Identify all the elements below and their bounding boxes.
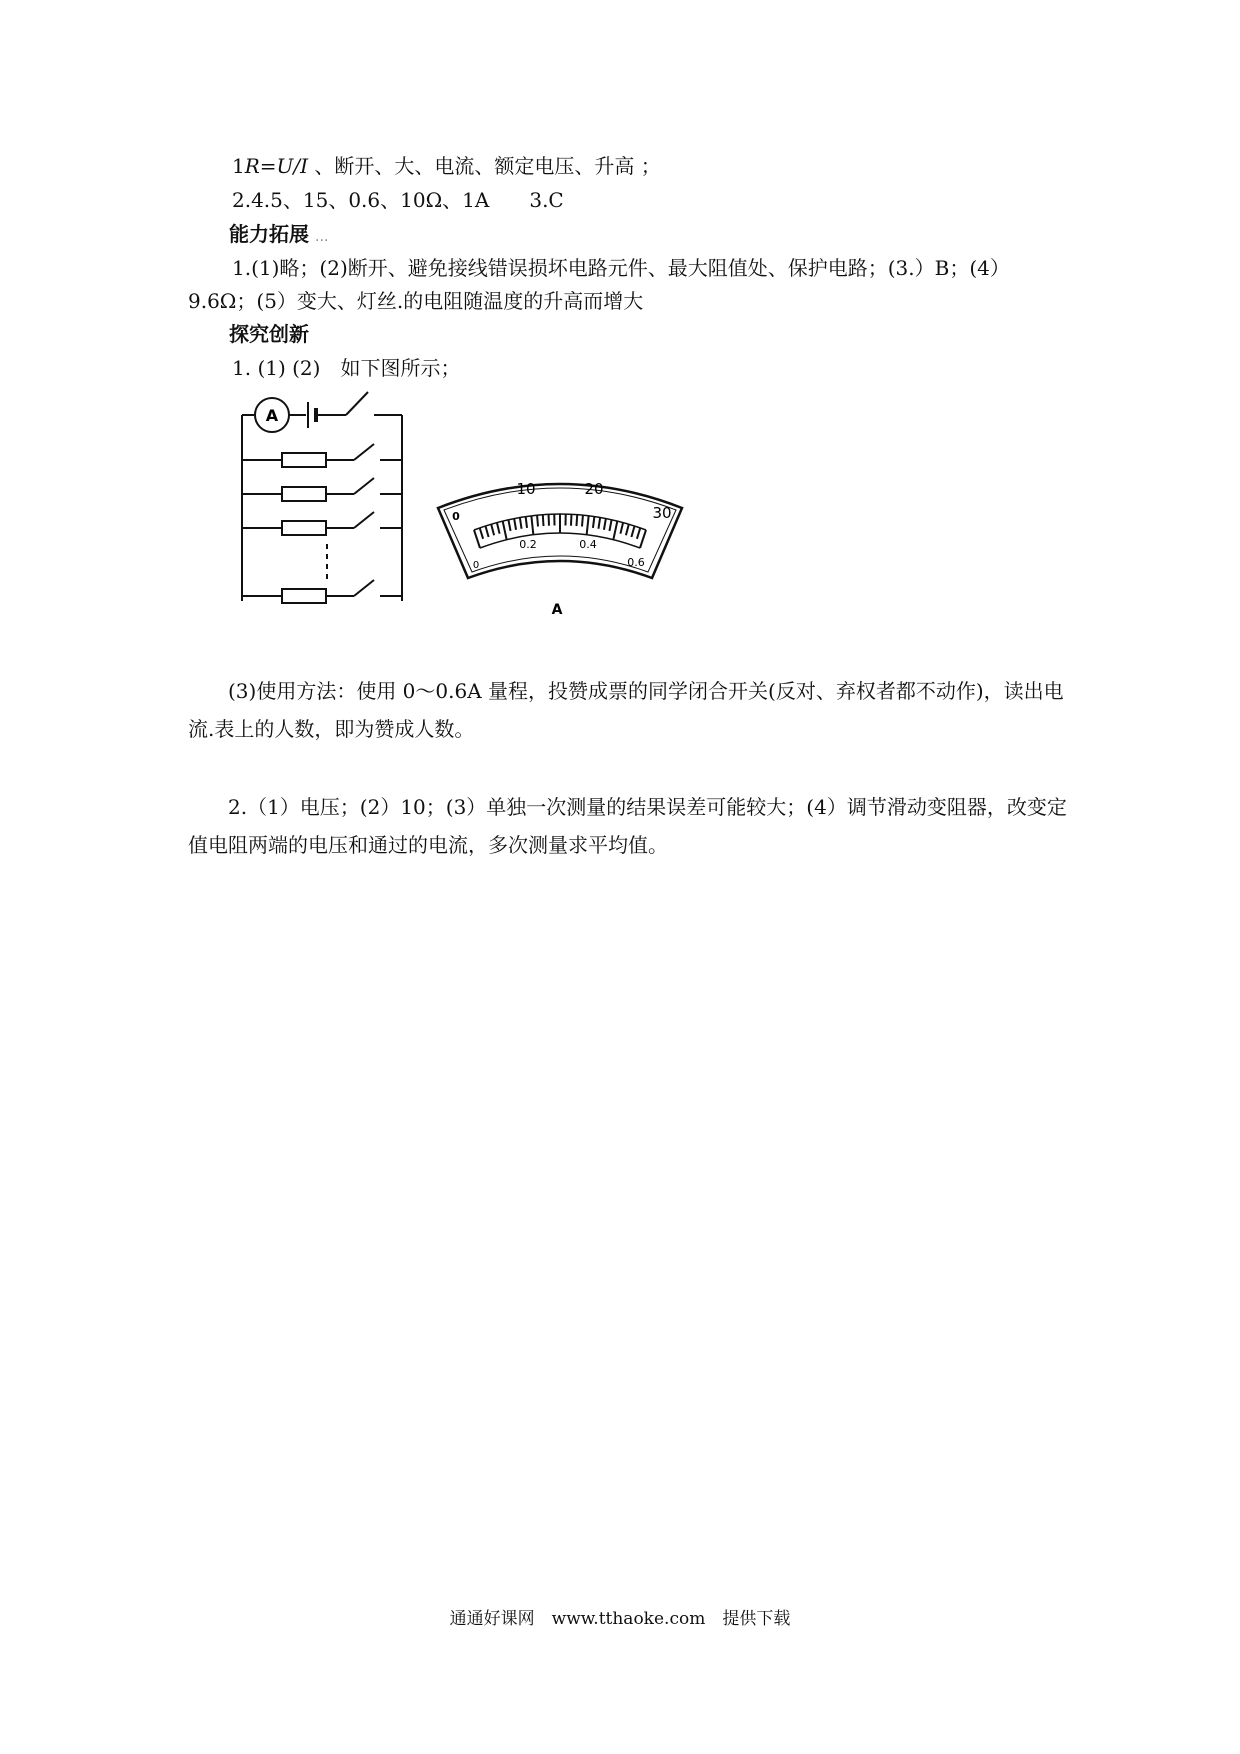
branch-n xyxy=(242,580,402,603)
dial-tick xyxy=(598,517,600,528)
circuit-diagram xyxy=(228,388,428,614)
dial-tick xyxy=(531,516,533,535)
dial-tick xyxy=(491,524,494,535)
answer-number: 1 xyxy=(232,154,245,178)
section-heading-ability xyxy=(229,220,328,251)
dial-label-30: 30 xyxy=(652,504,672,522)
dial-tick xyxy=(503,521,507,540)
dial-tick xyxy=(537,515,538,526)
branch-resistors xyxy=(242,444,402,603)
section-heading-text: 能力拓展 xyxy=(229,222,309,246)
dial-inner-label-0.6: 0.6 xyxy=(627,556,645,569)
dial-tick xyxy=(593,517,594,528)
dial-tick xyxy=(582,515,583,526)
ellipsis-dots xyxy=(326,544,328,579)
answer-line-2: 2.4.5、15、0.6、10Ω、1A 3.C xyxy=(232,188,564,212)
dial-tick xyxy=(620,523,623,534)
paragraph-answer-2: 2.（1）电压；(2）10；(3）单独一次测量的结果误差可能较大；(4）调节滑动变阻器，改变定值电阻两端的电压和通过的电流，多次测量求平均值。 xyxy=(188,795,1067,857)
heading-dots: ... xyxy=(315,229,329,245)
dial-tick xyxy=(526,517,527,528)
section-heading-inquiry: 探究创新 xyxy=(229,322,309,346)
answer-line-1 xyxy=(232,152,661,180)
dial-tick xyxy=(474,530,480,548)
page-footer: 通通好课网 www.tthaoke.com 提供下载 xyxy=(449,1609,791,1629)
dial-caption: A xyxy=(551,602,563,618)
dial-tick xyxy=(604,519,606,530)
dial-label-20: 20 xyxy=(584,480,604,498)
branch-3 xyxy=(242,512,402,535)
ammeter-dial xyxy=(430,468,690,618)
branch-2 xyxy=(242,478,402,501)
dial-tick xyxy=(543,515,544,526)
dial-label-0: 0 xyxy=(452,510,460,523)
dial-tick xyxy=(631,526,634,537)
dial-tick xyxy=(613,521,617,540)
dial-tick xyxy=(485,526,488,537)
dial-tick xyxy=(637,528,640,539)
ammeter-symbol: A xyxy=(265,406,279,425)
dial-tick xyxy=(609,520,611,531)
paragraph-usage: (3)使用方法：使用 0～0.6A 量程，投赞成票的同学闭合开关(反对、弃权者都不动作)，读出电流.表上的人数，即为赞成人数。 xyxy=(188,679,1064,741)
dial-tick xyxy=(576,515,577,526)
dial-tick xyxy=(514,519,516,530)
dial-tick xyxy=(640,530,646,548)
branch-1 xyxy=(242,444,402,467)
dial-inner-label-0.4: 0.4 xyxy=(579,538,597,551)
dial-inner-label-0: 0 xyxy=(472,560,480,571)
answer-line-4: 9.6Ω；(5）变大、灯丝.的电阻随温度的升高而增大 xyxy=(188,289,644,313)
ohm-formula: R=U/I xyxy=(244,154,309,178)
answer-line-5: 1. (1) (2) 如下图所示； xyxy=(232,356,461,380)
dial-tick xyxy=(497,523,500,534)
answer-line-3: 1.(1)略；(2)断开、避免接线错误损坏电路元件、最大阻值处、保护电路；(3.）B；(4） xyxy=(232,256,1010,280)
dial-tick xyxy=(587,516,589,535)
dial-tick xyxy=(520,517,522,528)
dial-tick xyxy=(508,520,510,531)
dial-tick xyxy=(480,528,483,539)
answer-text: 、断开、大、电流、额定电压、升高 ； xyxy=(308,154,661,178)
dial-tick xyxy=(626,524,629,535)
dial-label-10: 10 xyxy=(516,480,536,498)
dial-inner-label-0.2: 0.2 xyxy=(519,538,537,551)
